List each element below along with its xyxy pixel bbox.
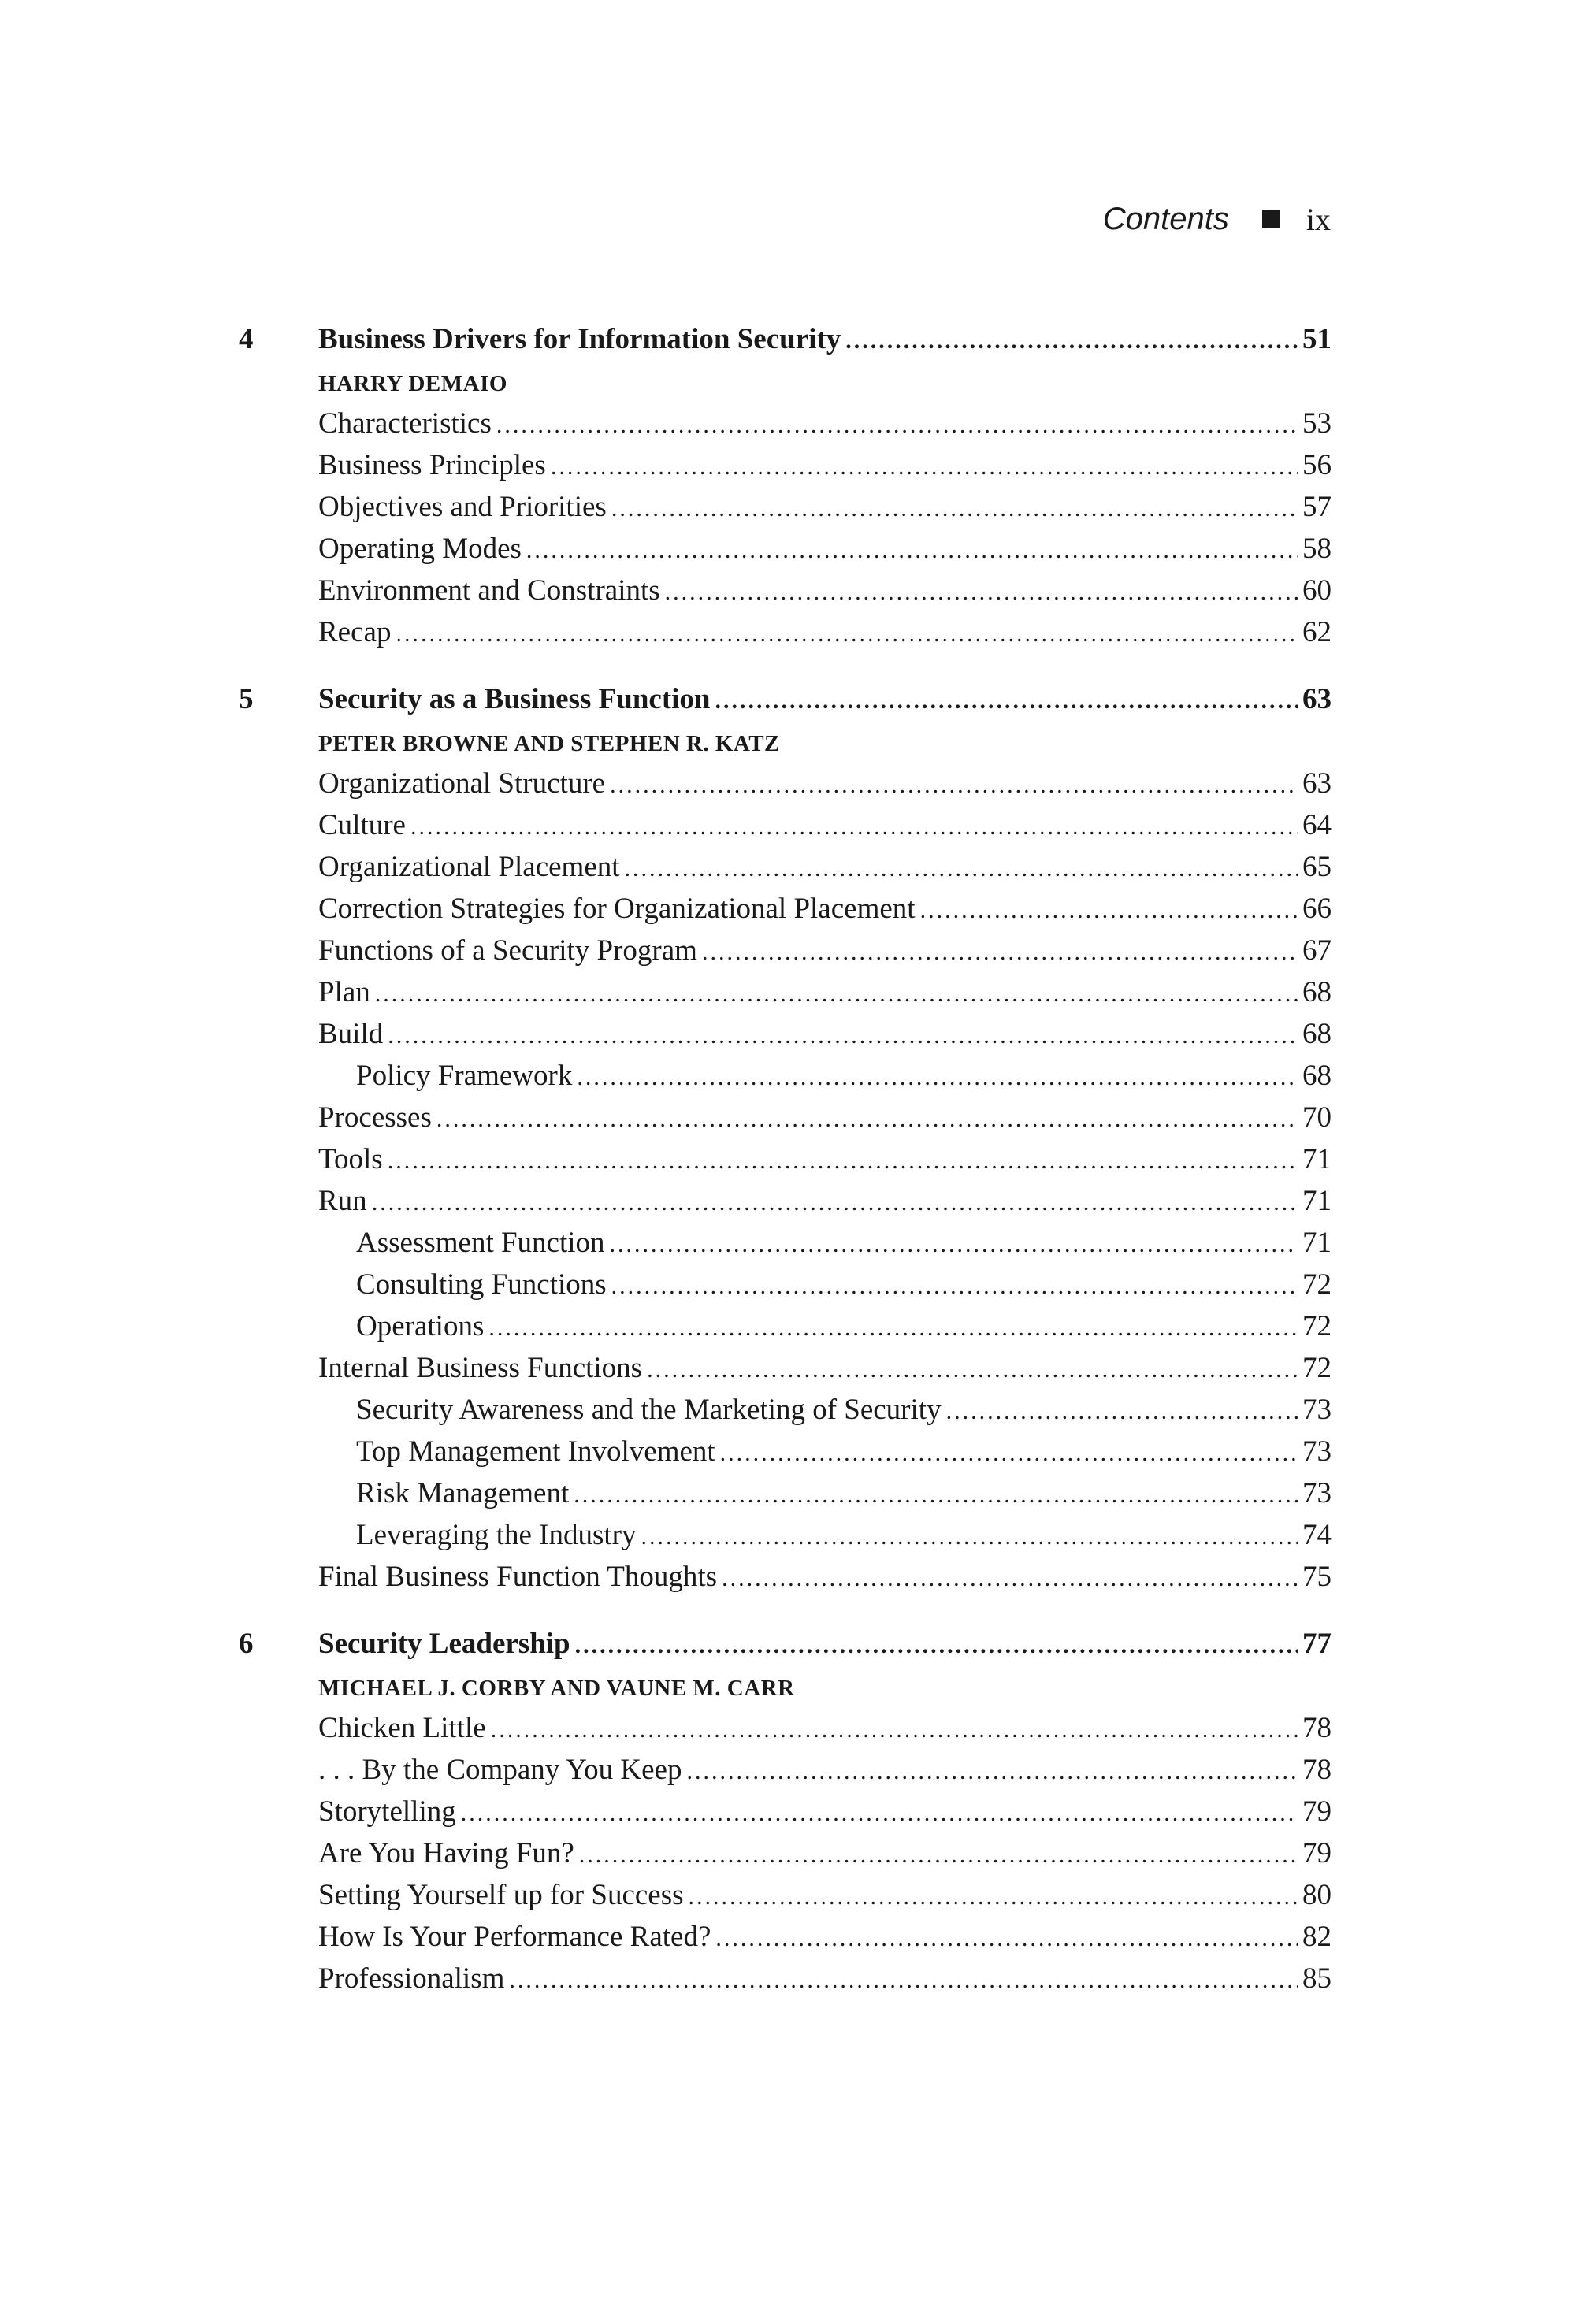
toc-entry[interactable]	[318, 805, 1332, 846]
entry-page: 71	[1302, 1227, 1332, 1259]
chapter-number: 5	[239, 683, 254, 715]
entry-page: 63	[1302, 767, 1332, 800]
toc-entry[interactable]	[318, 1557, 1332, 1598]
leader-dots	[575, 1625, 1298, 1666]
chapter-page: 77	[1302, 1628, 1332, 1660]
entry-title: Assessment Function	[356, 1227, 605, 1259]
toc-subentry[interactable]	[356, 1390, 1332, 1431]
entry-title: Operating Modes	[318, 533, 522, 565]
leader-dots	[388, 1015, 1298, 1056]
entry-page: 75	[1302, 1561, 1332, 1593]
toc-entry[interactable]	[318, 889, 1332, 930]
entry-title: Processes	[318, 1101, 432, 1134]
leader-dots	[410, 807, 1298, 848]
toc-entry[interactable]	[318, 1097, 1332, 1138]
entry-title: Plan	[318, 976, 370, 1008]
entry-page: 57	[1302, 491, 1332, 523]
toc-entry[interactable]	[318, 1833, 1332, 1874]
leader-dots	[686, 1751, 1298, 1792]
leader-dots	[647, 1349, 1298, 1390]
leader-dots	[577, 1057, 1298, 1098]
entry-page: 73	[1302, 1394, 1332, 1426]
entry-title: Business Principles	[318, 449, 546, 481]
leader-dots	[611, 1266, 1298, 1307]
toc-entry[interactable]	[318, 1791, 1332, 1832]
entry-title: Organizational Placement	[318, 851, 620, 883]
entry-title: Final Business Function Thoughts	[318, 1561, 718, 1593]
chapter-author: HARRY DEMAIO	[318, 371, 507, 396]
entry-page: 71	[1302, 1185, 1332, 1217]
entry-title: Functions of a Security Program	[318, 934, 697, 967]
leader-dots	[496, 405, 1298, 446]
entry-title: Characteristics	[318, 407, 492, 440]
entry-page: 53	[1302, 407, 1332, 440]
chapter-page: 63	[1302, 683, 1332, 715]
leader-dots	[509, 1960, 1298, 2001]
toc-entry[interactable]	[318, 445, 1332, 486]
entry-title: Organizational Structure	[318, 767, 606, 800]
leader-dots	[715, 681, 1298, 722]
chapter-entry[interactable]	[318, 679, 1332, 720]
toc-entry[interactable]	[318, 1139, 1332, 1180]
toc-subentry[interactable]	[356, 1515, 1332, 1556]
toc-entry[interactable]	[318, 847, 1332, 888]
chapter-author: MICHAEL J. CORBY AND VAUNE M. CARR	[318, 1676, 795, 1701]
entry-title: Professionalism	[318, 1962, 505, 1995]
chapter-entry[interactable]	[318, 1624, 1332, 1665]
entry-title: Leveraging the Industry	[356, 1519, 637, 1551]
page-number: ix	[1306, 201, 1331, 237]
entry-page: 71	[1302, 1143, 1332, 1175]
leader-dots	[689, 1877, 1298, 1917]
leader-dots	[610, 1224, 1298, 1265]
leader-dots	[375, 974, 1298, 1015]
chapter-number: 4	[239, 323, 254, 355]
toc-entry[interactable]	[318, 403, 1332, 444]
toc-subentry[interactable]	[356, 1306, 1332, 1347]
entry-title: Security Awareness and the Marketing of Security	[356, 1394, 942, 1426]
entry-title: Policy Framework	[356, 1060, 573, 1092]
entry-page: 73	[1302, 1477, 1332, 1509]
entry-page: 68	[1302, 1018, 1332, 1050]
entry-title: Are You Having Fun?	[318, 1837, 574, 1869]
toc-subentry[interactable]	[356, 1223, 1332, 1264]
entry-title: Recap	[318, 616, 392, 648]
leader-dots	[388, 1141, 1298, 1182]
entry-title: Storytelling	[318, 1795, 456, 1828]
entry-page: 67	[1302, 934, 1332, 967]
entry-title: How Is Your Performance Rated?	[318, 1921, 711, 1953]
toc-entry[interactable]	[318, 930, 1332, 971]
toc-entry[interactable]	[318, 570, 1332, 611]
leader-dots	[574, 1475, 1298, 1516]
entry-page: 72	[1302, 1352, 1332, 1384]
leader-dots	[920, 890, 1298, 931]
chapter-author: PETER BROWNE AND STEPHEN R. KATZ	[318, 731, 780, 756]
toc-subentry[interactable]	[356, 1264, 1332, 1305]
toc-entry[interactable]	[318, 1750, 1332, 1791]
toc-subentry[interactable]	[356, 1473, 1332, 1514]
toc-entry[interactable]	[318, 1348, 1332, 1389]
entry-page: 74	[1302, 1519, 1332, 1551]
entry-page: 64	[1302, 809, 1332, 841]
entry-page: 70	[1302, 1101, 1332, 1134]
entry-page: 78	[1302, 1754, 1332, 1786]
toc-entry[interactable]	[318, 1875, 1332, 1916]
toc-entry[interactable]	[318, 1958, 1332, 1999]
entry-page: 80	[1302, 1879, 1332, 1911]
leader-dots	[720, 1433, 1298, 1474]
toc-entry[interactable]	[318, 1708, 1332, 1749]
leader-dots	[845, 321, 1298, 362]
leader-dots	[715, 1918, 1298, 1959]
leader-dots	[491, 1710, 1298, 1750]
entry-page: 72	[1302, 1268, 1332, 1301]
leader-dots	[611, 488, 1298, 529]
leader-dots	[702, 932, 1298, 973]
leader-dots	[396, 614, 1298, 655]
entry-page: 82	[1302, 1921, 1332, 1953]
entry-title: Setting Yourself up for Success	[318, 1879, 684, 1911]
chapter-title: Business Drivers for Information Security	[318, 323, 841, 355]
entry-page: 79	[1302, 1795, 1332, 1828]
entry-title: . . . By the Company You Keep	[318, 1754, 682, 1786]
toc-entry[interactable]	[318, 763, 1332, 804]
entry-title: Environment and Constraints	[318, 574, 660, 607]
entry-title: Tools	[318, 1143, 383, 1175]
entry-title: Culture	[318, 809, 406, 841]
leader-dots	[488, 1308, 1298, 1349]
chapter-title: Security Leadership	[318, 1628, 570, 1660]
entry-page: 62	[1302, 616, 1332, 648]
entry-page: 68	[1302, 1060, 1332, 1092]
entry-page: 73	[1302, 1435, 1332, 1468]
entry-page: 72	[1302, 1310, 1332, 1342]
toc-entry[interactable]	[318, 612, 1332, 653]
entry-title: Risk Management	[356, 1477, 570, 1509]
leader-dots	[946, 1391, 1298, 1432]
leader-dots	[436, 1099, 1298, 1140]
leader-dots	[461, 1793, 1298, 1834]
toc-subentry[interactable]	[356, 1431, 1332, 1472]
entry-page: 79	[1302, 1837, 1332, 1869]
entry-title: Run	[318, 1185, 367, 1217]
entry-title: Build	[318, 1018, 384, 1050]
toc-entry[interactable]	[318, 529, 1332, 570]
entry-page: 85	[1302, 1962, 1332, 1995]
toc-entry[interactable]	[318, 1917, 1332, 1958]
entry-page: 78	[1302, 1712, 1332, 1744]
leader-dots	[526, 530, 1298, 571]
toc-subentry[interactable]	[356, 1056, 1332, 1097]
entry-title: Internal Business Functions	[318, 1352, 643, 1384]
toc-entry[interactable]	[318, 972, 1332, 1013]
entry-page: 66	[1302, 893, 1332, 925]
chapter-page: 51	[1302, 323, 1332, 355]
entry-page: 56	[1302, 449, 1332, 481]
entry-title: Objectives and Priorities	[318, 491, 607, 523]
leader-dots	[625, 848, 1298, 889]
toc-entry[interactable]	[318, 1181, 1332, 1222]
chapter-title: Security as a Business Function	[318, 683, 711, 715]
toc-entry[interactable]	[318, 1014, 1332, 1055]
leader-dots	[665, 572, 1298, 613]
entry-page: 65	[1302, 851, 1332, 883]
chapter-entry[interactable]	[318, 319, 1332, 360]
leader-dots	[579, 1835, 1298, 1876]
entry-title: Consulting Functions	[356, 1268, 607, 1301]
entry-title: Correction Strategies for Organizational Placement	[318, 893, 916, 925]
running-head: Contents	[1102, 201, 1229, 236]
entry-page: 60	[1302, 574, 1332, 607]
entry-title: Top Management Involvement	[356, 1435, 715, 1468]
entry-page: 68	[1302, 976, 1332, 1008]
entry-title: Chicken Little	[318, 1712, 486, 1744]
chapter-number: 6	[239, 1628, 254, 1660]
leader-dots	[722, 1558, 1298, 1599]
toc-entry[interactable]	[318, 487, 1332, 528]
leader-dots	[372, 1182, 1298, 1223]
leader-dots	[610, 765, 1298, 806]
entry-title: Operations	[356, 1310, 485, 1342]
entry-page: 58	[1302, 533, 1332, 565]
leader-dots	[551, 447, 1298, 488]
leader-dots	[641, 1517, 1298, 1557]
